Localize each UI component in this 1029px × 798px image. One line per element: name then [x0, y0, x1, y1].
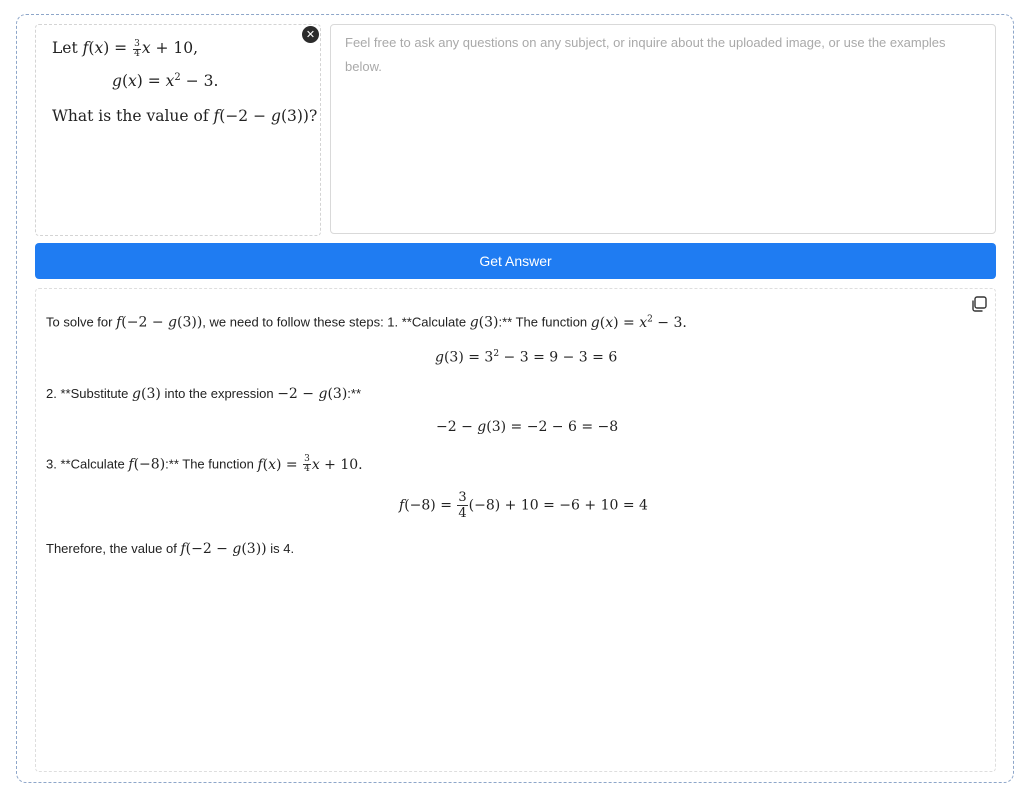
answer-conclusion: Therefore, the value of f(−2 − g(3)) is 4. [46, 541, 295, 557]
copy-icon[interactable] [970, 295, 988, 313]
answer-step2: 2. **Substitute g(3) into the expression −2 − g(3):** [46, 386, 362, 402]
image-line-f: Let f(x) = $\frac{3}{4}$ x + 10, [52, 38, 199, 59]
question-input[interactable] [330, 24, 996, 234]
answer-step3: 3. **Calculate f(−8):** The function f(x) = $\frac{3}{4}$ x + 10. [46, 454, 363, 474]
fraction: $\frac{3}{4}$ [304, 454, 310, 474]
close-icon[interactable]: ✕ [302, 26, 319, 43]
answer-intro: To solve for f(−2 − g(3)), we need to follow these steps: 1. **Calculate g(3):** The function $g(x) = x^2 - 3$. [46, 314, 687, 331]
image-line-g: $g(x) = x^2 - 3$. [112, 72, 219, 91]
image-line-question: What is the value of f(−2 − g(3))? [52, 107, 318, 125]
uploaded-image-panel [35, 24, 321, 236]
get-answer-button[interactable]: Get Answer [35, 243, 996, 279]
fraction: $\frac{3}{4}$ [134, 38, 140, 59]
equation-f-8: f(−8) = $\frac{3}{4}$ (−8) + 10 = −6 + 10 = 4 [399, 490, 648, 521]
equation-substitute: −2 − g(3) = −2 − 6 = −8 [436, 419, 619, 435]
fraction: $\frac{3}{4}$ [458, 490, 467, 521]
equation-g3: $g(3) = 3^2 - 3 = 9 - 3 = 6$ [435, 349, 618, 366]
